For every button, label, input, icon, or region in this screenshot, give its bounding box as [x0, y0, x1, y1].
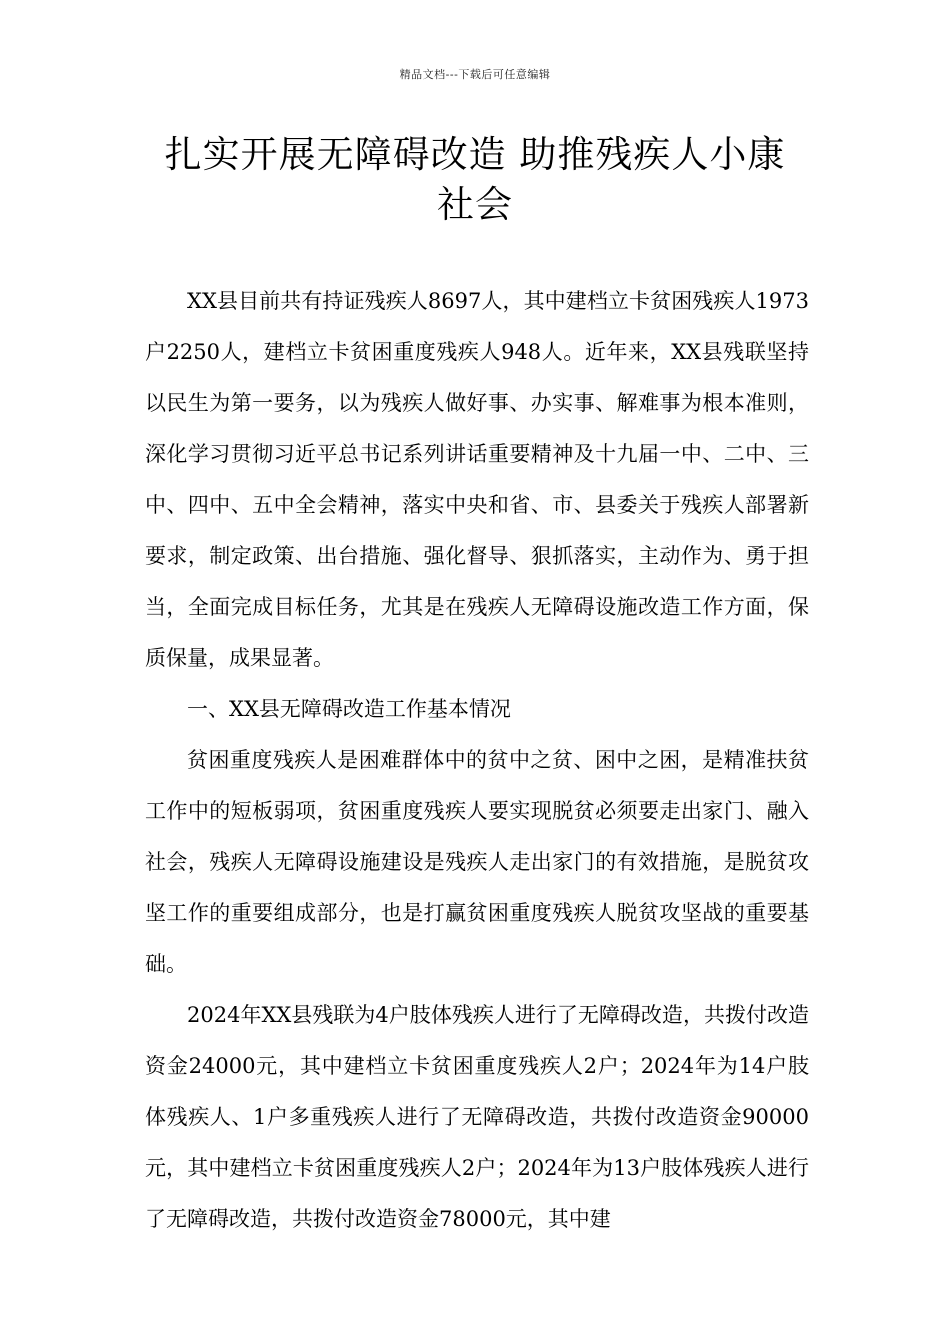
title-line-2: 社会 [437, 183, 513, 226]
paragraph-statistics: 2024年XX县残联为4户肢体残疾人进行了无障碍改造，共拨付改造资金24000元，其中建档立卡贫困重度残疾人2户；2024年为14户肢体残疾人、1户多重残疾人进行了无障碍改造，共拨付改造资金90000元，其中建档立卡贫困重度残疾人2户；2024年为13户肢体残疾人进行了无障碍改造，共拨付改造资金78000元，其中建 [145, 1003, 809, 1231]
header-note: 精品文档---下载后可任意编辑 [399, 68, 551, 81]
section-heading: 一、XX县无障碍改造工作基本情况 [187, 697, 511, 721]
paragraph-intro: XX县目前共有持证残疾人8697人，其中建档立卡贫困残疾人1973户2250人，建档立卡贫困重度残疾人948人。近年来，XX县残联坚持以民生为第一要务，以为残疾人做好事、办实事、解难事为根本准则，深化学习贯彻习近平总书记系列讲话重要精神及十九届一中、二中、三中、四中、五中全会精神，落实中央和省、市、县委关于残疾人部署新要求，制定政策、出台措施、强化督导、狠抓落实，主动作为、勇于担当，全面完成目标任务，尤其是在残疾人无障碍设施改造工作方面，保质保量，成果显著。 [145, 289, 809, 670]
document-body [145, 276, 809, 1245]
title-line-1: 扎实开展无障碍改造 助推残疾人小康 [164, 133, 786, 176]
document-title [130, 130, 820, 230]
paragraph-background: 贫困重度残疾人是困难群体中的贫中之贫、困中之困，是精准扶贫工作中的短板弱项，贫困重度残疾人要实现脱贫必须要走出家门、融入社会，残疾人无障碍设施建设是残疾人走出家门的有效措施，是脱贫攻坚工作的重要组成部分，也是打赢贫困重度残疾人脱贫攻坚战的重要基础。 [145, 748, 809, 976]
